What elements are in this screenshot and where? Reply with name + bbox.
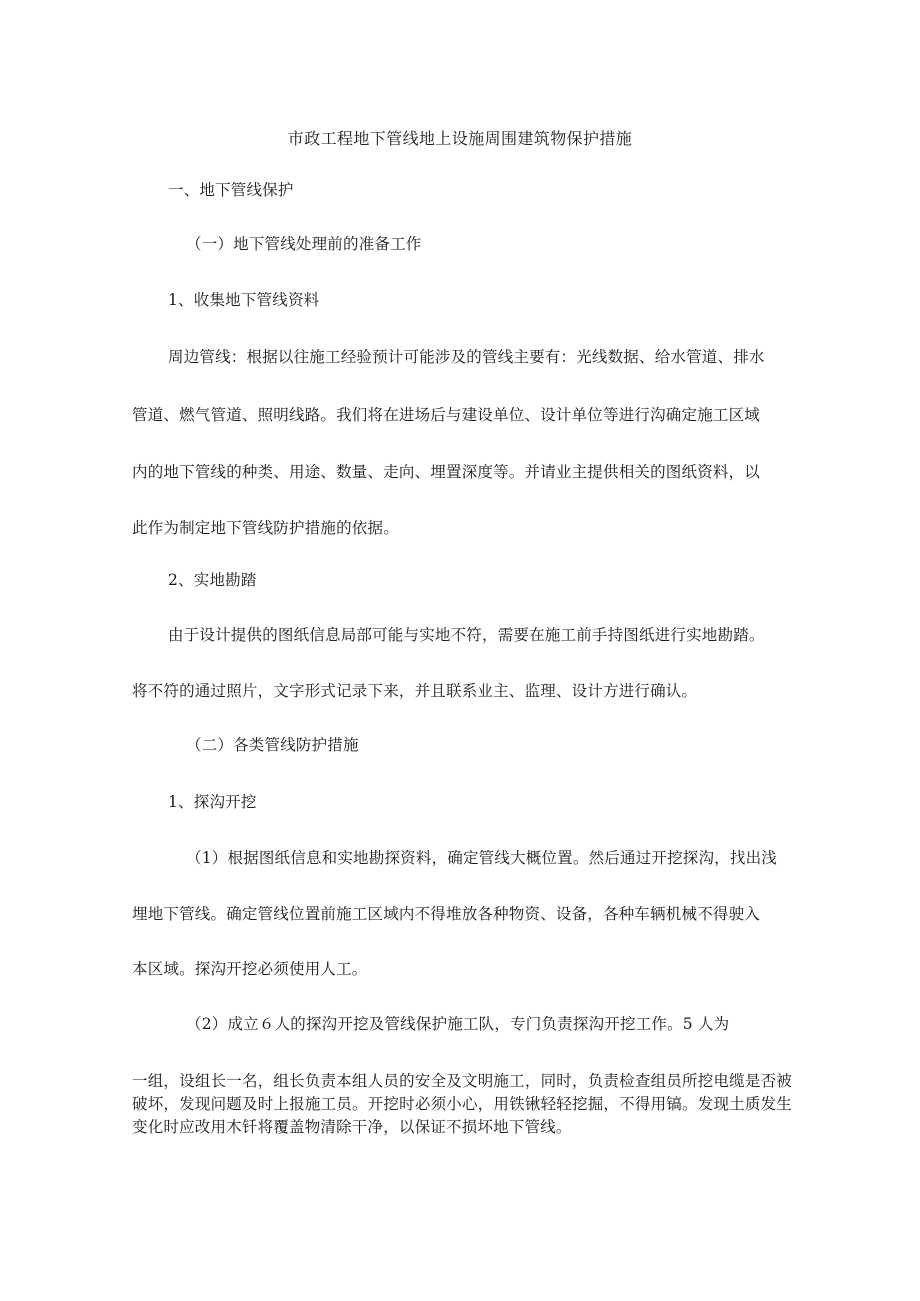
paragraph-line: 将不符的通过照片，文字形式记录下来，并且联系业主、监理、设计方进行确认。 <box>132 682 698 700</box>
paragraph-line: 周边管线：根据以往施工经验预计可能涉及的管线主要有：光线数据、给水管道、排水 <box>168 348 765 366</box>
paragraph-block: 一组，设组长一名，组长负责本组人员的安全及文明施工，同时，负责检查组员所挖电缆是否被破坏，发现问题及时上报施工员。开挖时必须小心，用铁锹轻轻挖掘，不得用镐。发现土质发生变化时应改用木钎将覆盖物清除干净，以保证不损坏地下管线。 <box>132 1072 792 1136</box>
paragraph-line: （2）成立６人的探沟开挖及管线保护施工队，专门负责探沟开挖工作。5 人为 <box>186 1015 730 1033</box>
paragraph-line: 由于设计提供的图纸信息局部可能与实地不符，需要在施工前手持图纸进行实地勘踏。 <box>168 626 765 644</box>
paragraph-line: 埋地下管线。确定管线位置前施工区域内不得堆放各种物资、设备，各种车辆机械不得驶入 <box>132 905 761 923</box>
paragraph-line: 此作为制定地下管线防护措施的依据。 <box>132 519 399 537</box>
item-heading: 1、收集地下管线资料 <box>168 291 320 309</box>
section-heading: 一、地下管线保护 <box>168 181 294 199</box>
subsection-heading: （一）地下管线处理前的准备工作 <box>186 235 422 253</box>
paragraph-line: 管道、燃气管道、照明线路。我们将在进场后与建设单位、设计单位等进行沟确定施工区域 <box>132 406 761 424</box>
paragraph-line: 内的地下管线的种类、用途、数量、走向、埋置深度等。并请业主提供相关的图纸资料，以 <box>132 463 761 481</box>
paragraph-line: （1）根据图纸信息和实地勘探资料，确定管线大概位置。然后通过开挖探沟，找出浅 <box>186 849 777 867</box>
document-title: 市政工程地下管线地上设施周围建筑物保护措施 <box>287 129 633 148</box>
item-heading: 1、探沟开挖 <box>168 793 257 811</box>
paragraph-line: 本区域。探沟开挖必须使用人工。 <box>132 960 368 978</box>
subsection-heading: （二）各类管线防护措施 <box>186 736 359 754</box>
item-heading: 2、实地勘踏 <box>168 571 257 589</box>
